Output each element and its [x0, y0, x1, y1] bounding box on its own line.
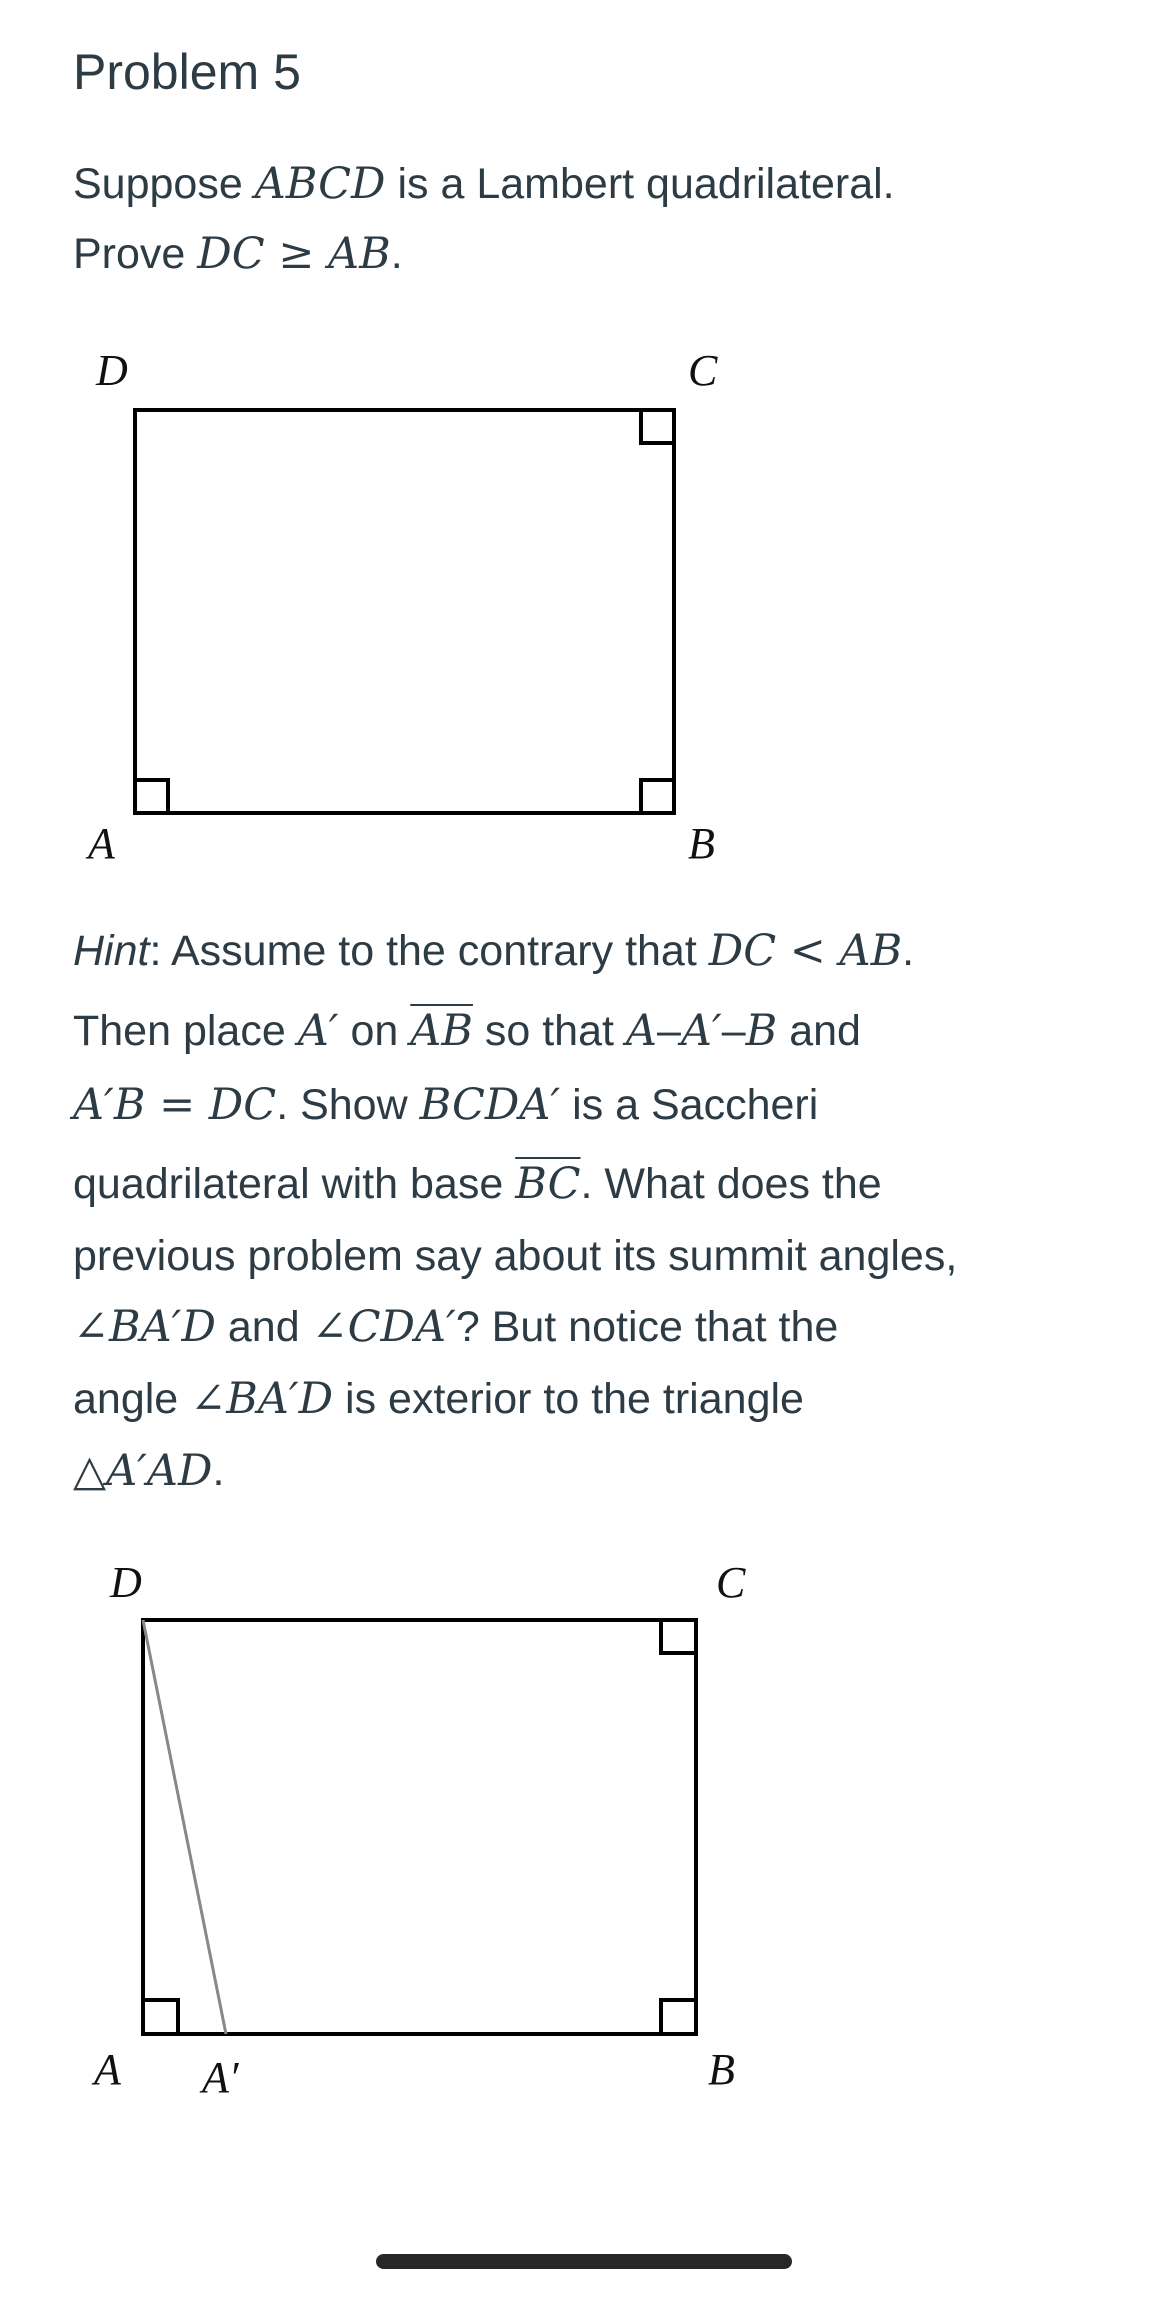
- text-segment: Then place: [73, 1007, 298, 1055]
- math-expression: B: [745, 1006, 778, 1056]
- right-angle-c-2: [661, 1620, 696, 1653]
- label-a-prime: A′: [202, 2053, 239, 2102]
- text-segment: .: [212, 1447, 225, 1495]
- math-expression: BCDA′: [419, 1080, 561, 1130]
- math-expression: DC: [708, 926, 777, 976]
- figure-saccheri-construction: [143, 1620, 696, 2034]
- text-segment: previous problem say about its summit angles,: [73, 1232, 958, 1280]
- text-segment: .: [390, 230, 403, 278]
- segment-d-aprime: [143, 1620, 226, 2034]
- quadrilateral-abcd: [135, 410, 674, 813]
- text-segment: .: [902, 927, 915, 975]
- math-expression: △: [73, 1446, 107, 1496]
- text-segment: is a Lambert quadrilateral.: [385, 160, 895, 208]
- math-expression: BA′D: [109, 1302, 216, 1352]
- label-b: B: [688, 819, 715, 868]
- math-expression: DC: [208, 1080, 277, 1130]
- math-expression: $\overline{BC}$: [515, 1159, 581, 1209]
- math-expression: <: [776, 926, 840, 976]
- label-d: D: [96, 346, 128, 395]
- label-d-2: D: [110, 1558, 142, 1607]
- right-angle-b: [641, 780, 674, 813]
- math-expression: A′B: [73, 1080, 146, 1130]
- text-segment: . What does the: [580, 1160, 882, 1208]
- math-expression: ≥: [264, 229, 329, 279]
- text-segment: Prove: [73, 230, 198, 278]
- text-segment: quadrilateral with base: [73, 1160, 516, 1208]
- right-angle-c: [641, 410, 674, 443]
- label-c: C: [688, 346, 718, 395]
- text-segment: . Show: [276, 1081, 420, 1129]
- text-segment: is a Saccheri: [560, 1081, 819, 1129]
- text-segment: Suppose: [73, 160, 255, 208]
- math-expression: A′: [680, 1006, 722, 1056]
- math-expression: A: [625, 1006, 657, 1056]
- math-expression: ∠: [311, 1302, 348, 1352]
- text-segment: Hint: [73, 927, 150, 975]
- text-segment: : Assume to the contrary that: [149, 927, 709, 975]
- text-segment: and: [215, 1303, 312, 1351]
- text-segment: is exterior to the triangle: [333, 1375, 804, 1423]
- math-expression: =: [145, 1080, 209, 1130]
- math-expression: ∠: [73, 1302, 110, 1352]
- figure-lambert-quadrilateral: [135, 410, 674, 813]
- math-expression: ABCD: [254, 159, 386, 209]
- text-segment: and: [777, 1007, 861, 1055]
- math-expression: DC: [197, 229, 265, 279]
- math-expression: A′: [297, 1006, 339, 1056]
- text-segment: –: [656, 1007, 681, 1055]
- math-expression: $\overline{AB}$: [410, 1006, 473, 1056]
- text-segment: on: [338, 1007, 411, 1055]
- right-angle-a-2: [143, 2000, 178, 2034]
- text-segment: angle: [73, 1375, 191, 1423]
- label-b-2: B: [708, 2045, 735, 2094]
- math-expression: AB: [328, 229, 391, 279]
- math-expression: AB: [839, 926, 903, 976]
- quadrilateral-abcd-2: [143, 1620, 696, 2034]
- right-angle-a: [135, 780, 168, 813]
- text-segment: ? But notice that the: [455, 1303, 839, 1351]
- text-segment: –: [721, 1007, 746, 1055]
- label-a-2: A: [94, 2045, 121, 2094]
- label-c-2: C: [716, 1558, 746, 1607]
- home-indicator[interactable]: [376, 2254, 792, 2269]
- label-a: A: [88, 819, 115, 868]
- math-expression: BA′D: [226, 1374, 334, 1424]
- right-angle-b-2: [661, 2000, 696, 2034]
- math-expression: ∠: [190, 1374, 227, 1424]
- problem-title: Problem 5: [73, 44, 301, 100]
- text-segment: so that: [472, 1007, 626, 1055]
- math-expression: CDA′: [347, 1302, 456, 1352]
- math-expression: A′AD: [106, 1446, 213, 1496]
